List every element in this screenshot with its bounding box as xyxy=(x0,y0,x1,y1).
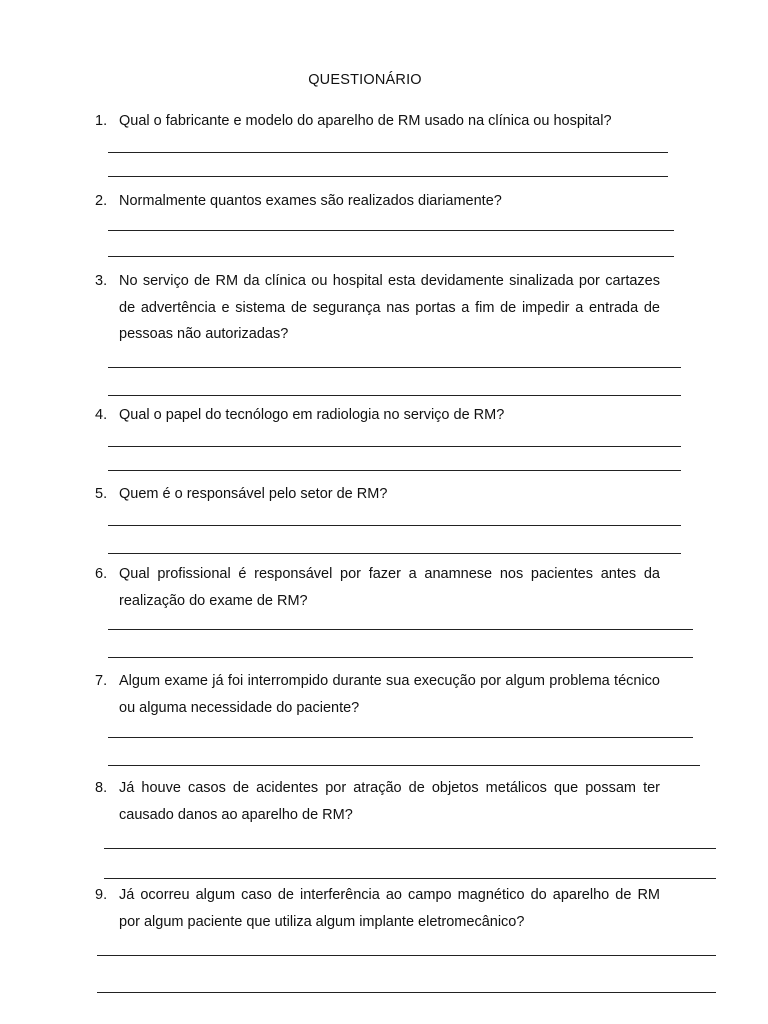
answer-line[interactable] xyxy=(108,446,681,447)
answer-line[interactable] xyxy=(108,176,668,177)
question-number: 2. xyxy=(95,193,108,209)
answer-line[interactable] xyxy=(108,256,674,257)
question-text: Normalmente quantos exames são realizados diariamente? xyxy=(119,193,502,209)
question-text: Algum exame já foi interrompido durante sua execução por algum problema técnico ou alguma necessidade do paciente? xyxy=(119,673,660,716)
answer-line[interactable] xyxy=(108,629,693,630)
answer-line[interactable] xyxy=(104,878,716,879)
question-number: 5. xyxy=(95,486,108,502)
answer-line[interactable] xyxy=(108,395,681,396)
question-5 xyxy=(95,481,660,508)
question-number: 1. xyxy=(95,113,108,129)
question-4 xyxy=(95,402,660,429)
question-number: 4. xyxy=(95,407,108,423)
question-7 xyxy=(95,668,660,721)
answer-line[interactable] xyxy=(97,955,716,956)
answer-line[interactable] xyxy=(104,848,716,849)
question-1 xyxy=(95,108,660,135)
question-text: No serviço de RM da clínica ou hospital esta devidamente sinalizada por cartazes de advertência e sistema de segurança nas portas a fim de impedir a entrada de pessoas não autorizadas? xyxy=(119,273,660,342)
answer-line[interactable] xyxy=(97,992,716,993)
answer-line[interactable] xyxy=(108,657,693,658)
question-3 xyxy=(95,268,660,348)
question-text: Qual o papel do tecnólogo em radiologia no serviço de RM? xyxy=(119,407,505,423)
answer-line[interactable] xyxy=(108,367,681,368)
question-6 xyxy=(95,561,660,614)
question-number: 8. xyxy=(95,780,108,796)
question-8 xyxy=(95,775,660,828)
question-2 xyxy=(95,188,660,215)
question-text: Quem é o responsável pelo setor de RM? xyxy=(119,486,388,502)
answer-line[interactable] xyxy=(108,525,681,526)
question-number: 3. xyxy=(95,273,108,289)
question-number: 9. xyxy=(95,887,108,903)
question-text: Já houve casos de acidentes por atração de objetos metálicos que possam ter causado danos ao aparelho de RM? xyxy=(119,780,660,823)
answer-line[interactable] xyxy=(108,152,668,153)
answer-line[interactable] xyxy=(108,737,693,738)
answer-line[interactable] xyxy=(108,553,681,554)
question-text: Já ocorreu algum caso de interferência ao campo magnético do aparelho de RM por algum paciente que utiliza algum implante eletromecânico? xyxy=(119,887,660,930)
page-title: QUESTIONÁRIO xyxy=(308,72,422,88)
question-9 xyxy=(95,882,660,935)
answer-line[interactable] xyxy=(108,230,674,231)
question-text: Qual o fabricante e modelo do aparelho de RM usado na clínica ou hospital? xyxy=(119,113,612,129)
answer-line[interactable] xyxy=(108,765,700,766)
answer-line[interactable] xyxy=(108,470,681,471)
question-number: 7. xyxy=(95,673,108,689)
question-number: 6. xyxy=(95,566,108,582)
question-text: Qual profissional é responsável por fazer a anamnese nos pacientes antes da realização do exame de RM? xyxy=(119,566,660,609)
